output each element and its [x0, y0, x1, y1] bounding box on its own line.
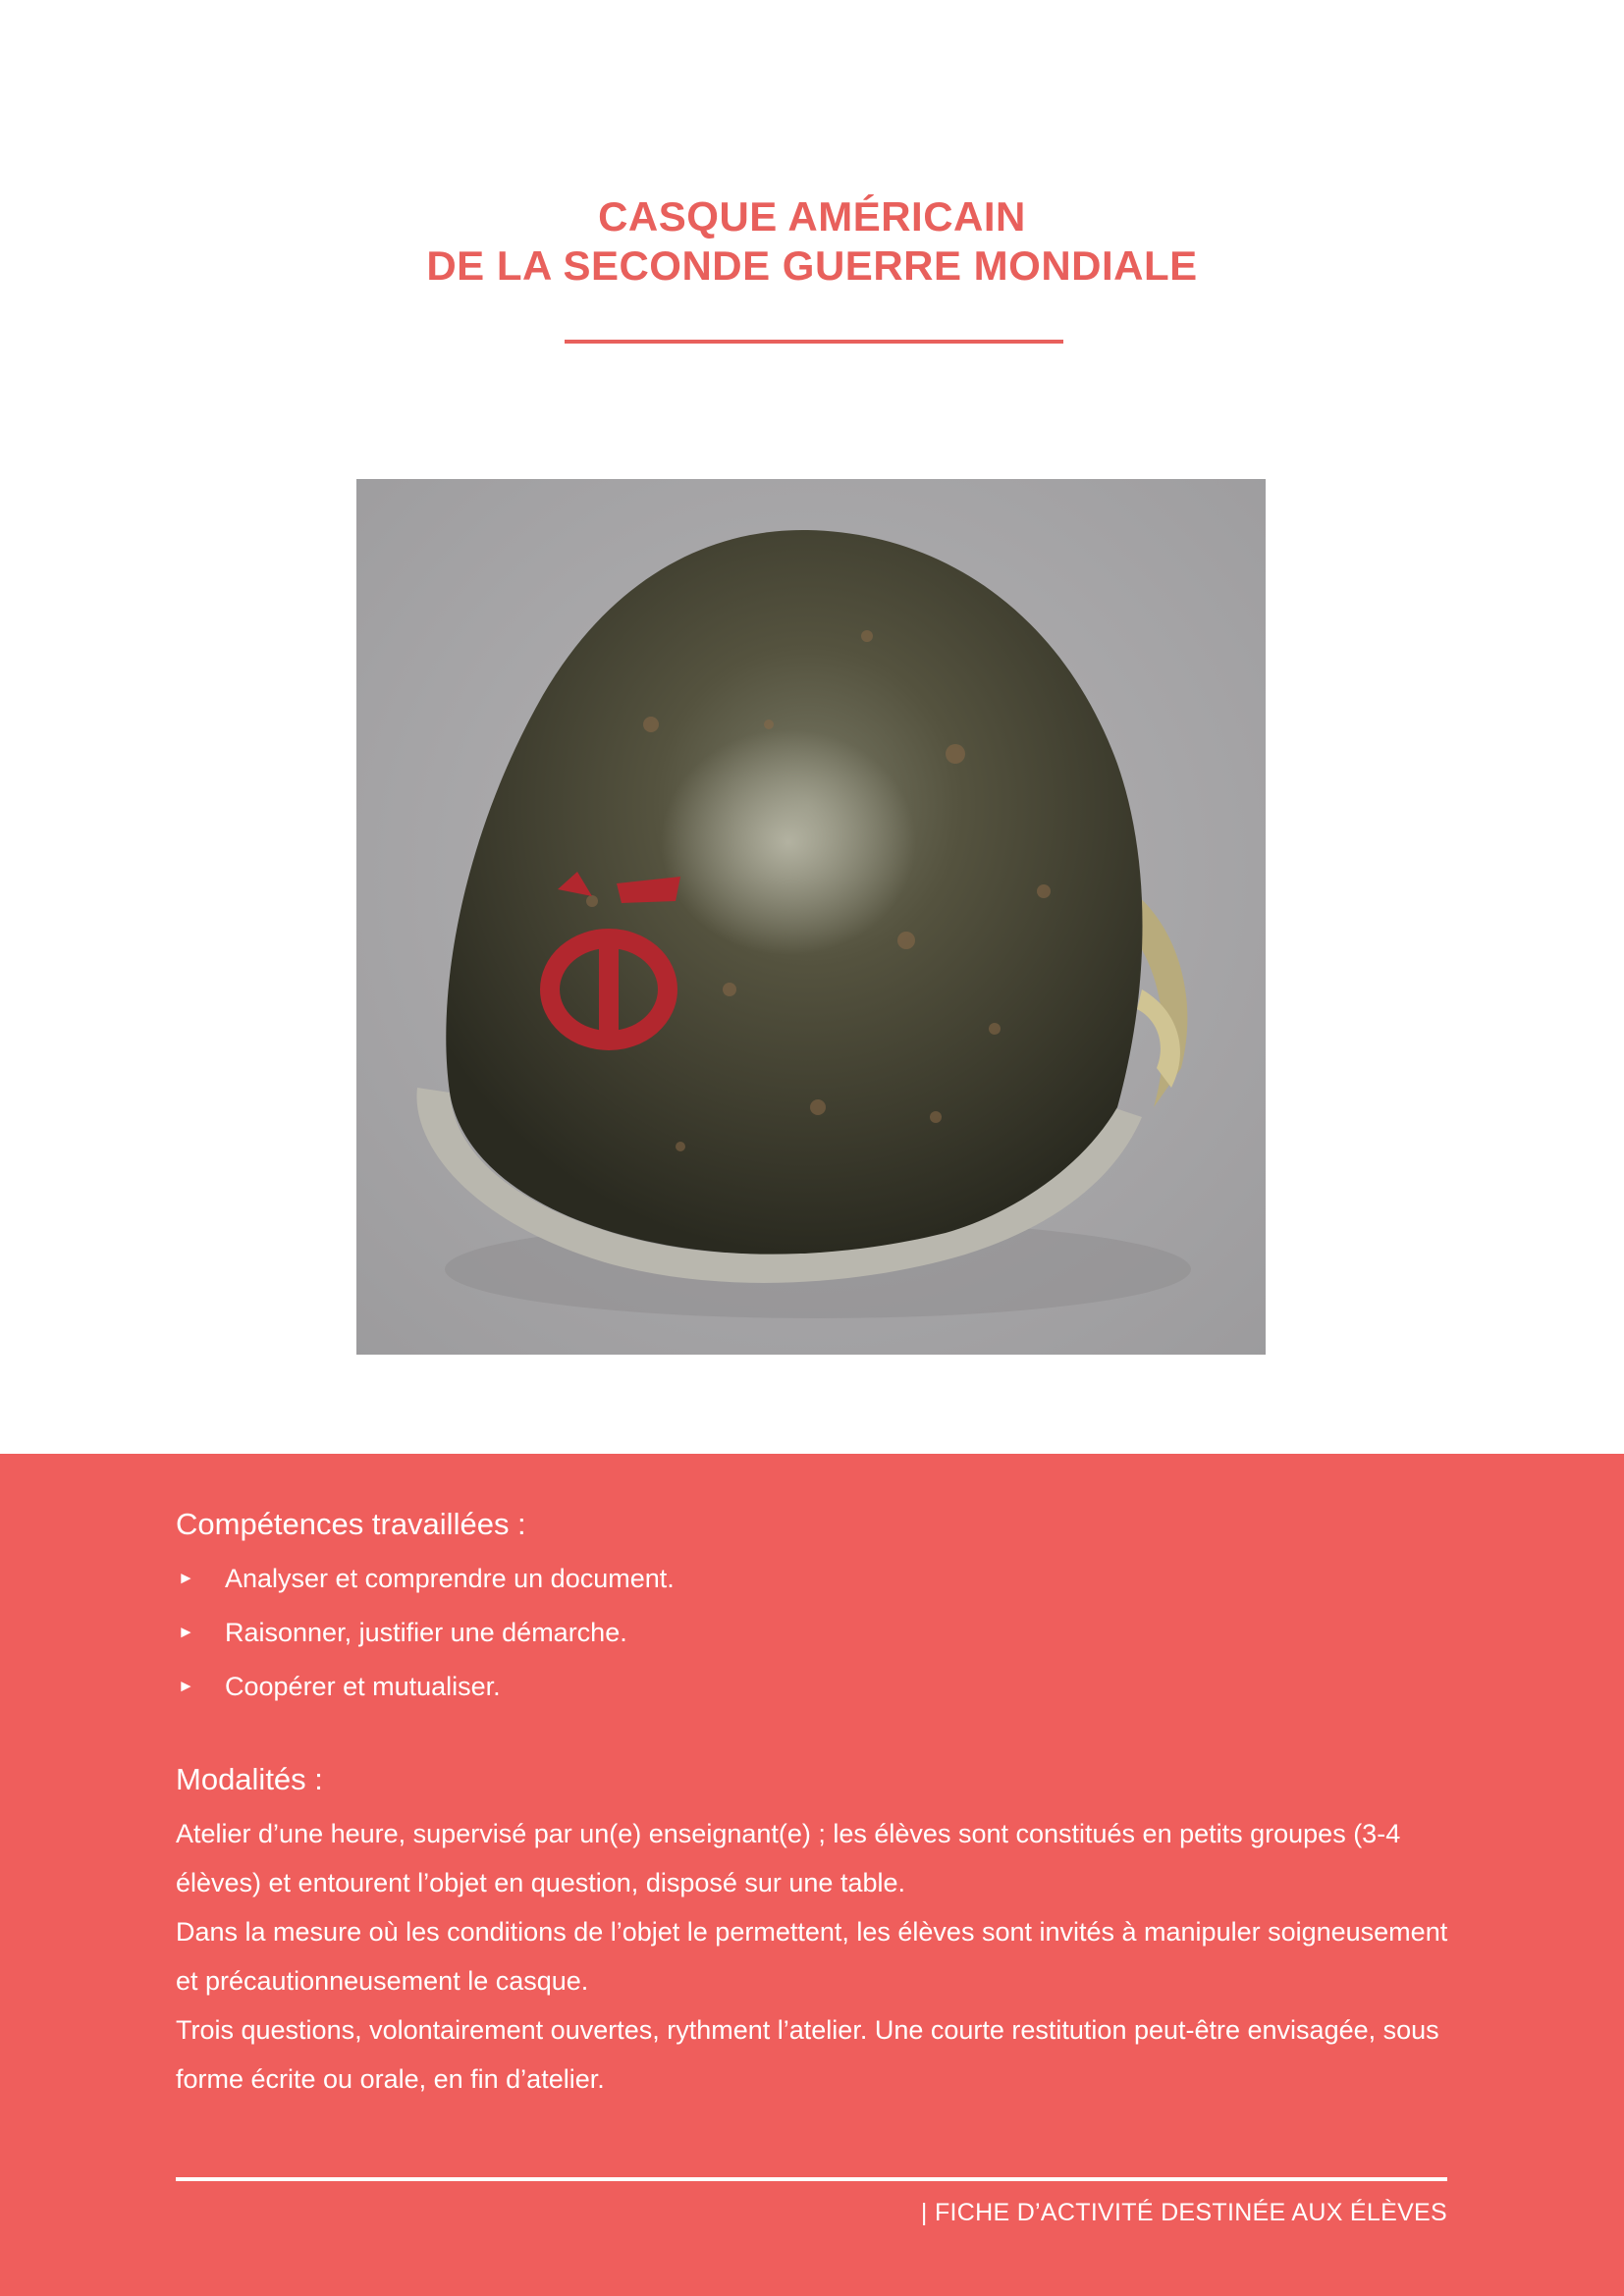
activity-info-panel	[0, 1454, 1624, 2296]
bullet-icon: ►	[178, 1569, 194, 1587]
list-item	[176, 1613, 675, 1667]
modalites-body	[176, 1809, 1472, 2104]
helmet-icon	[356, 479, 1266, 1355]
list-item-text: Coopérer et mutualiser.	[225, 1672, 501, 1701]
footer-divider	[176, 2177, 1447, 2181]
modalites-paragraph: Atelier d’une heure, supervisé par un(e) enseignant(e) ; les élèves sont constitués en petits groupes (3-4 élèves) et entourent l’objet en question, disposé sur une table.	[176, 1819, 1401, 1897]
title-divider	[565, 340, 1063, 344]
list-item-text: Raisonner, justifier une démarche.	[225, 1618, 627, 1647]
competences-heading: Compétences travaillées :	[176, 1507, 526, 1541]
list-item-text: Analyser et comprendre un document.	[225, 1564, 675, 1593]
bullet-icon: ►	[178, 1623, 194, 1641]
footer-label: | FICHE D’ACTIVITÉ DESTINÉE AUX ÉLÈVES	[920, 2199, 1447, 2226]
page-title	[0, 192, 1624, 291]
modalites-paragraph: Dans la mesure où les conditions de l’objet le permettent, les élèves sont invités à manipuler soigneusement et précautionneusement le casque.	[176, 1917, 1448, 1996]
bullet-icon: ►	[178, 1677, 194, 1695]
list-item	[176, 1559, 675, 1613]
list-item	[176, 1667, 675, 1721]
modalites-paragraph: Trois questions, volontairement ouvertes, rythment l’atelier. Une courte restitution peut-être envisagée, sous forme écrite ou orale, en fin d’atelier.	[176, 2015, 1439, 2094]
modalites-heading: Modalités :	[176, 1762, 323, 1796]
title-line-1: CASQUE AMÉRICAIN	[598, 193, 1026, 240]
helmet-photo	[356, 479, 1266, 1355]
title-line-2: DE LA SECONDE GUERRE MONDIALE	[426, 242, 1198, 290]
competences-list	[176, 1559, 675, 1721]
